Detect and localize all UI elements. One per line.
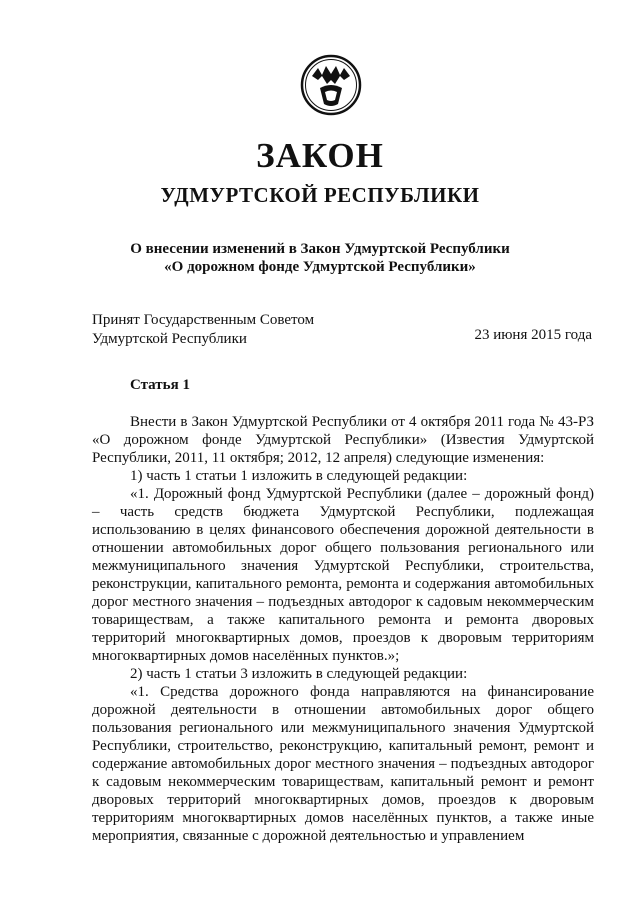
list-item: 1) часть 1 статьи 1 изложить в следующей редакции: bbox=[130, 468, 468, 484]
adoption-date: 23 июня 2015 года bbox=[474, 327, 592, 343]
adoption-line-2: Удмуртской Республики bbox=[92, 331, 247, 347]
law-title: ЗАКОН bbox=[256, 136, 384, 175]
article-heading: Статья 1 bbox=[130, 377, 190, 393]
paragraph-quote: «1. Дорожный фонд Удмуртской Республики (далее – дорожный фонд) – часть средств бюджета Удмуртской Республики, подлежащая использованию в целях финансового обеспечения дорожной деятельности в отношении автомобильных дорог общего пользования регионального или межмуниципального значения Удмуртской Республики, строительства, реконструкции, капитального ремонта, ремонта и содержания автомобильных дорог местного значения – подъездных автодорог к садовым некоммерческим товариществам, а также капитального ремонта и ремонта дворовых территорий многоквартирных домов, проездов к дворовым территориям многоквартирных домов населённых пунктов.»; bbox=[92, 486, 594, 664]
doc-title-line-1: О внесении изменений в Закон Удмуртской Республики bbox=[130, 241, 510, 257]
adoption-block bbox=[92, 311, 314, 349]
adoption-line-1: Принят Государственным Советом bbox=[92, 312, 315, 328]
article-body bbox=[92, 413, 594, 845]
paragraph-quote: «1. Средства дорожного фонда направляются на финансирование дорожной деятельности в отношении автомобильных дорог общего пользования регионального или межмуниципального значения Удмуртской Республики, строительство, реконструкцию, капитальный ремонт, ремонт и содержание автомобильных дорог местного значения – подъездных автодорог к садовым некоммерческим товариществам, капитальный ремонт и ремонт дворовых территорий многоквартирных домов, проездов к дворовым территориям многоквартирных домов населённых пунктов, а также иные мероприятия, связанные с дорожной деятельностью и управлением bbox=[92, 684, 594, 844]
udmurtia-coat-of-arms-icon bbox=[300, 54, 362, 116]
doc-title-line-2: «О дорожном фонде Удмуртской Республики» bbox=[164, 259, 476, 275]
paragraph-intro: Внести в Закон Удмуртской Республики от 4 октября 2011 года № 43-РЗ «О дорожном фонде Удмуртской Республики» (Известия Удмуртской Республики, 2011, 11 октября; 2012, 12 апреля) следующие изменения: bbox=[92, 414, 594, 466]
list-item: 2) часть 1 статьи 3 изложить в следующей редакции: bbox=[130, 666, 468, 682]
law-subtitle: УДМУРТСКОЙ РЕСПУБЛИКИ bbox=[160, 183, 480, 207]
